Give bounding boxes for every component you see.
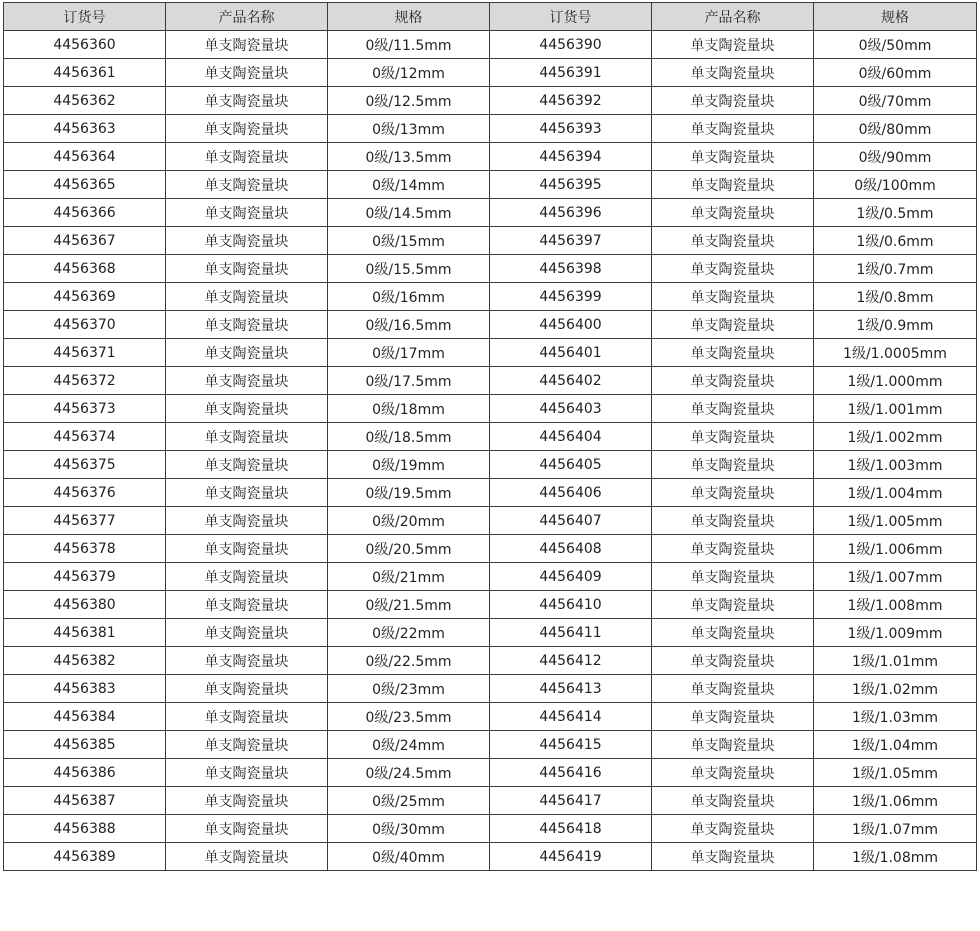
header-product-name: 产品名称 bbox=[166, 3, 328, 31]
cell-specification: 1级/1.004mm bbox=[814, 479, 977, 507]
cell-product-name: 单支陶瓷量块 bbox=[166, 59, 328, 87]
table-row bbox=[4, 423, 977, 451]
cell-order-number: 4456390 bbox=[490, 31, 652, 59]
cell-specification: 0级/11.5mm bbox=[328, 31, 490, 59]
cell-order-number: 4456406 bbox=[490, 479, 652, 507]
cell-product-name: 单支陶瓷量块 bbox=[166, 591, 328, 619]
cell-specification: 0级/80mm bbox=[814, 115, 977, 143]
table-row bbox=[4, 479, 977, 507]
cell-specification: 0级/18.5mm bbox=[328, 423, 490, 451]
cell-specification: 1级/1.08mm bbox=[814, 843, 977, 871]
cell-order-number: 4456408 bbox=[490, 535, 652, 563]
cell-order-number: 4456413 bbox=[490, 675, 652, 703]
cell-product-name: 单支陶瓷量块 bbox=[652, 507, 814, 535]
cell-order-number: 4456391 bbox=[490, 59, 652, 87]
cell-order-number: 4456369 bbox=[4, 283, 166, 311]
cell-product-name: 单支陶瓷量块 bbox=[652, 759, 814, 787]
table-row bbox=[4, 227, 977, 255]
cell-order-number: 4456401 bbox=[490, 339, 652, 367]
cell-product-name: 单支陶瓷量块 bbox=[166, 255, 328, 283]
cell-specification: 0级/22mm bbox=[328, 619, 490, 647]
cell-product-name: 单支陶瓷量块 bbox=[652, 255, 814, 283]
cell-specification: 1级/0.7mm bbox=[814, 255, 977, 283]
table-row bbox=[4, 255, 977, 283]
cell-order-number: 4456372 bbox=[4, 367, 166, 395]
cell-product-name: 单支陶瓷量块 bbox=[652, 591, 814, 619]
cell-product-name: 单支陶瓷量块 bbox=[166, 311, 328, 339]
cell-product-name: 单支陶瓷量块 bbox=[166, 451, 328, 479]
header-specification: 规格 bbox=[814, 3, 977, 31]
cell-product-name: 单支陶瓷量块 bbox=[166, 563, 328, 591]
cell-specification: 0级/12mm bbox=[328, 59, 490, 87]
cell-order-number: 4456417 bbox=[490, 787, 652, 815]
cell-order-number: 4456374 bbox=[4, 423, 166, 451]
cell-specification: 1级/0.9mm bbox=[814, 311, 977, 339]
cell-order-number: 4456365 bbox=[4, 171, 166, 199]
header-order-number: 订货号 bbox=[4, 3, 166, 31]
table-row bbox=[4, 339, 977, 367]
cell-product-name: 单支陶瓷量块 bbox=[166, 115, 328, 143]
cell-product-name: 单支陶瓷量块 bbox=[166, 199, 328, 227]
cell-product-name: 单支陶瓷量块 bbox=[166, 227, 328, 255]
cell-specification: 0级/23mm bbox=[328, 675, 490, 703]
cell-order-number: 4456373 bbox=[4, 395, 166, 423]
cell-specification: 1级/1.007mm bbox=[814, 563, 977, 591]
cell-specification: 1级/1.02mm bbox=[814, 675, 977, 703]
cell-order-number: 4456389 bbox=[4, 843, 166, 871]
header-specification: 规格 bbox=[328, 3, 490, 31]
cell-product-name: 单支陶瓷量块 bbox=[166, 703, 328, 731]
cell-product-name: 单支陶瓷量块 bbox=[166, 87, 328, 115]
cell-order-number: 4456394 bbox=[490, 143, 652, 171]
cell-specification: 0级/60mm bbox=[814, 59, 977, 87]
cell-specification: 0级/23.5mm bbox=[328, 703, 490, 731]
table-header bbox=[4, 3, 977, 31]
cell-specification: 0级/40mm bbox=[328, 843, 490, 871]
cell-order-number: 4456368 bbox=[4, 255, 166, 283]
cell-specification: 1级/1.000mm bbox=[814, 367, 977, 395]
table-row bbox=[4, 87, 977, 115]
cell-product-name: 单支陶瓷量块 bbox=[652, 87, 814, 115]
table-row bbox=[4, 759, 977, 787]
cell-order-number: 4456411 bbox=[490, 619, 652, 647]
cell-specification: 1级/1.07mm bbox=[814, 815, 977, 843]
table-row bbox=[4, 647, 977, 675]
cell-product-name: 单支陶瓷量块 bbox=[652, 843, 814, 871]
cell-specification: 1级/1.001mm bbox=[814, 395, 977, 423]
cell-order-number: 4456393 bbox=[490, 115, 652, 143]
cell-specification: 0级/19mm bbox=[328, 451, 490, 479]
table-row bbox=[4, 31, 977, 59]
cell-product-name: 单支陶瓷量块 bbox=[166, 143, 328, 171]
cell-specification: 0级/15.5mm bbox=[328, 255, 490, 283]
cell-product-name: 单支陶瓷量块 bbox=[652, 479, 814, 507]
cell-order-number: 4456360 bbox=[4, 31, 166, 59]
table-row bbox=[4, 507, 977, 535]
cell-order-number: 4456412 bbox=[490, 647, 652, 675]
table-row bbox=[4, 563, 977, 591]
cell-product-name: 单支陶瓷量块 bbox=[652, 731, 814, 759]
cell-order-number: 4456380 bbox=[4, 591, 166, 619]
cell-product-name: 单支陶瓷量块 bbox=[652, 171, 814, 199]
table-row bbox=[4, 143, 977, 171]
cell-product-name: 单支陶瓷量块 bbox=[652, 647, 814, 675]
cell-specification: 0级/100mm bbox=[814, 171, 977, 199]
cell-product-name: 单支陶瓷量块 bbox=[166, 479, 328, 507]
cell-order-number: 4456419 bbox=[490, 843, 652, 871]
cell-specification: 0级/18mm bbox=[328, 395, 490, 423]
cell-product-name: 单支陶瓷量块 bbox=[652, 395, 814, 423]
cell-specification: 0级/12.5mm bbox=[328, 87, 490, 115]
table-row bbox=[4, 535, 977, 563]
cell-specification: 0级/13mm bbox=[328, 115, 490, 143]
cell-order-number: 4456402 bbox=[490, 367, 652, 395]
cell-order-number: 4456381 bbox=[4, 619, 166, 647]
cell-order-number: 4456387 bbox=[4, 787, 166, 815]
cell-product-name: 单支陶瓷量块 bbox=[166, 535, 328, 563]
product-spec-table bbox=[3, 2, 977, 871]
cell-order-number: 4456367 bbox=[4, 227, 166, 255]
cell-order-number: 4456400 bbox=[490, 311, 652, 339]
cell-order-number: 4456378 bbox=[4, 535, 166, 563]
cell-order-number: 4456404 bbox=[490, 423, 652, 451]
cell-specification: 0级/16mm bbox=[328, 283, 490, 311]
cell-product-name: 单支陶瓷量块 bbox=[652, 31, 814, 59]
cell-product-name: 单支陶瓷量块 bbox=[652, 199, 814, 227]
cell-specification: 0级/22.5mm bbox=[328, 647, 490, 675]
header-order-number: 订货号 bbox=[490, 3, 652, 31]
cell-order-number: 4456371 bbox=[4, 339, 166, 367]
cell-product-name: 单支陶瓷量块 bbox=[652, 563, 814, 591]
table-row bbox=[4, 199, 977, 227]
cell-specification: 1级/1.0005mm bbox=[814, 339, 977, 367]
cell-product-name: 单支陶瓷量块 bbox=[166, 731, 328, 759]
cell-order-number: 4456415 bbox=[490, 731, 652, 759]
cell-specification: 0级/17.5mm bbox=[328, 367, 490, 395]
cell-specification: 0级/19.5mm bbox=[328, 479, 490, 507]
cell-order-number: 4456363 bbox=[4, 115, 166, 143]
cell-product-name: 单支陶瓷量块 bbox=[166, 675, 328, 703]
cell-order-number: 4456386 bbox=[4, 759, 166, 787]
cell-specification: 0级/20.5mm bbox=[328, 535, 490, 563]
cell-order-number: 4456403 bbox=[490, 395, 652, 423]
cell-product-name: 单支陶瓷量块 bbox=[166, 787, 328, 815]
cell-product-name: 单支陶瓷量块 bbox=[166, 647, 328, 675]
cell-product-name: 单支陶瓷量块 bbox=[166, 171, 328, 199]
cell-product-name: 单支陶瓷量块 bbox=[166, 339, 328, 367]
cell-product-name: 单支陶瓷量块 bbox=[652, 59, 814, 87]
cell-specification: 0级/30mm bbox=[328, 815, 490, 843]
cell-order-number: 4456376 bbox=[4, 479, 166, 507]
table-row bbox=[4, 59, 977, 87]
cell-specification: 1级/0.8mm bbox=[814, 283, 977, 311]
cell-product-name: 单支陶瓷量块 bbox=[652, 703, 814, 731]
cell-specification: 0级/70mm bbox=[814, 87, 977, 115]
cell-order-number: 4456383 bbox=[4, 675, 166, 703]
table-row bbox=[4, 703, 977, 731]
cell-specification: 1级/1.04mm bbox=[814, 731, 977, 759]
cell-product-name: 单支陶瓷量块 bbox=[652, 675, 814, 703]
cell-product-name: 单支陶瓷量块 bbox=[166, 507, 328, 535]
cell-order-number: 4456416 bbox=[490, 759, 652, 787]
cell-order-number: 4456407 bbox=[490, 507, 652, 535]
table-row bbox=[4, 675, 977, 703]
cell-specification: 0级/20mm bbox=[328, 507, 490, 535]
cell-order-number: 4456397 bbox=[490, 227, 652, 255]
cell-product-name: 单支陶瓷量块 bbox=[166, 815, 328, 843]
cell-specification: 0级/15mm bbox=[328, 227, 490, 255]
table-row bbox=[4, 591, 977, 619]
cell-order-number: 4456361 bbox=[4, 59, 166, 87]
table-row bbox=[4, 311, 977, 339]
cell-product-name: 单支陶瓷量块 bbox=[652, 227, 814, 255]
cell-order-number: 4456366 bbox=[4, 199, 166, 227]
cell-specification: 0级/24.5mm bbox=[328, 759, 490, 787]
table-row bbox=[4, 619, 977, 647]
cell-product-name: 单支陶瓷量块 bbox=[166, 283, 328, 311]
cell-specification: 0级/21mm bbox=[328, 563, 490, 591]
cell-specification: 1级/1.002mm bbox=[814, 423, 977, 451]
cell-order-number: 4456398 bbox=[490, 255, 652, 283]
cell-order-number: 4456384 bbox=[4, 703, 166, 731]
cell-product-name: 单支陶瓷量块 bbox=[166, 619, 328, 647]
cell-specification: 0级/21.5mm bbox=[328, 591, 490, 619]
cell-specification: 1级/1.05mm bbox=[814, 759, 977, 787]
cell-specification: 1级/1.06mm bbox=[814, 787, 977, 815]
cell-product-name: 单支陶瓷量块 bbox=[166, 843, 328, 871]
cell-product-name: 单支陶瓷量块 bbox=[166, 395, 328, 423]
table-row bbox=[4, 451, 977, 479]
cell-specification: 1级/1.006mm bbox=[814, 535, 977, 563]
cell-order-number: 4456388 bbox=[4, 815, 166, 843]
cell-specification: 1级/0.5mm bbox=[814, 199, 977, 227]
cell-order-number: 4456385 bbox=[4, 731, 166, 759]
cell-specification: 1级/1.003mm bbox=[814, 451, 977, 479]
cell-product-name: 单支陶瓷量块 bbox=[652, 451, 814, 479]
cell-specification: 0级/16.5mm bbox=[328, 311, 490, 339]
cell-product-name: 单支陶瓷量块 bbox=[652, 367, 814, 395]
cell-product-name: 单支陶瓷量块 bbox=[652, 423, 814, 451]
cell-order-number: 4456379 bbox=[4, 563, 166, 591]
cell-order-number: 4456396 bbox=[490, 199, 652, 227]
cell-specification: 1级/1.008mm bbox=[814, 591, 977, 619]
cell-specification: 1级/1.009mm bbox=[814, 619, 977, 647]
cell-order-number: 4456370 bbox=[4, 311, 166, 339]
cell-order-number: 4456418 bbox=[490, 815, 652, 843]
cell-product-name: 单支陶瓷量块 bbox=[166, 31, 328, 59]
table-row bbox=[4, 367, 977, 395]
cell-product-name: 单支陶瓷量块 bbox=[652, 283, 814, 311]
cell-order-number: 4456362 bbox=[4, 87, 166, 115]
cell-specification: 1级/1.01mm bbox=[814, 647, 977, 675]
cell-product-name: 单支陶瓷量块 bbox=[652, 115, 814, 143]
cell-product-name: 单支陶瓷量块 bbox=[652, 787, 814, 815]
cell-specification: 0级/14mm bbox=[328, 171, 490, 199]
table-row bbox=[4, 115, 977, 143]
cell-order-number: 4456375 bbox=[4, 451, 166, 479]
table-row bbox=[4, 815, 977, 843]
cell-product-name: 单支陶瓷量块 bbox=[652, 619, 814, 647]
table-row bbox=[4, 171, 977, 199]
cell-specification: 1级/1.03mm bbox=[814, 703, 977, 731]
table-body bbox=[4, 31, 977, 871]
cell-product-name: 单支陶瓷量块 bbox=[166, 759, 328, 787]
cell-specification: 0级/17mm bbox=[328, 339, 490, 367]
cell-specification: 0级/24mm bbox=[328, 731, 490, 759]
cell-order-number: 4456409 bbox=[490, 563, 652, 591]
cell-product-name: 单支陶瓷量块 bbox=[166, 423, 328, 451]
cell-order-number: 4456414 bbox=[490, 703, 652, 731]
cell-product-name: 单支陶瓷量块 bbox=[652, 143, 814, 171]
cell-order-number: 4456364 bbox=[4, 143, 166, 171]
header-row bbox=[4, 3, 977, 31]
cell-product-name: 单支陶瓷量块 bbox=[166, 367, 328, 395]
cell-specification: 0级/50mm bbox=[814, 31, 977, 59]
cell-specification: 0级/25mm bbox=[328, 787, 490, 815]
table-row bbox=[4, 787, 977, 815]
table-row bbox=[4, 283, 977, 311]
table-row bbox=[4, 395, 977, 423]
cell-order-number: 4456405 bbox=[490, 451, 652, 479]
cell-specification: 0级/14.5mm bbox=[328, 199, 490, 227]
cell-product-name: 单支陶瓷量块 bbox=[652, 535, 814, 563]
cell-product-name: 单支陶瓷量块 bbox=[652, 339, 814, 367]
cell-specification: 1级/0.6mm bbox=[814, 227, 977, 255]
table-row bbox=[4, 843, 977, 871]
cell-order-number: 4456392 bbox=[490, 87, 652, 115]
cell-product-name: 单支陶瓷量块 bbox=[652, 311, 814, 339]
cell-specification: 0级/90mm bbox=[814, 143, 977, 171]
cell-specification: 1级/1.005mm bbox=[814, 507, 977, 535]
cell-order-number: 4456382 bbox=[4, 647, 166, 675]
table-row bbox=[4, 731, 977, 759]
cell-product-name: 单支陶瓷量块 bbox=[652, 815, 814, 843]
cell-order-number: 4456399 bbox=[490, 283, 652, 311]
cell-order-number: 4456410 bbox=[490, 591, 652, 619]
cell-specification: 0级/13.5mm bbox=[328, 143, 490, 171]
cell-order-number: 4456377 bbox=[4, 507, 166, 535]
cell-order-number: 4456395 bbox=[490, 171, 652, 199]
header-product-name: 产品名称 bbox=[652, 3, 814, 31]
